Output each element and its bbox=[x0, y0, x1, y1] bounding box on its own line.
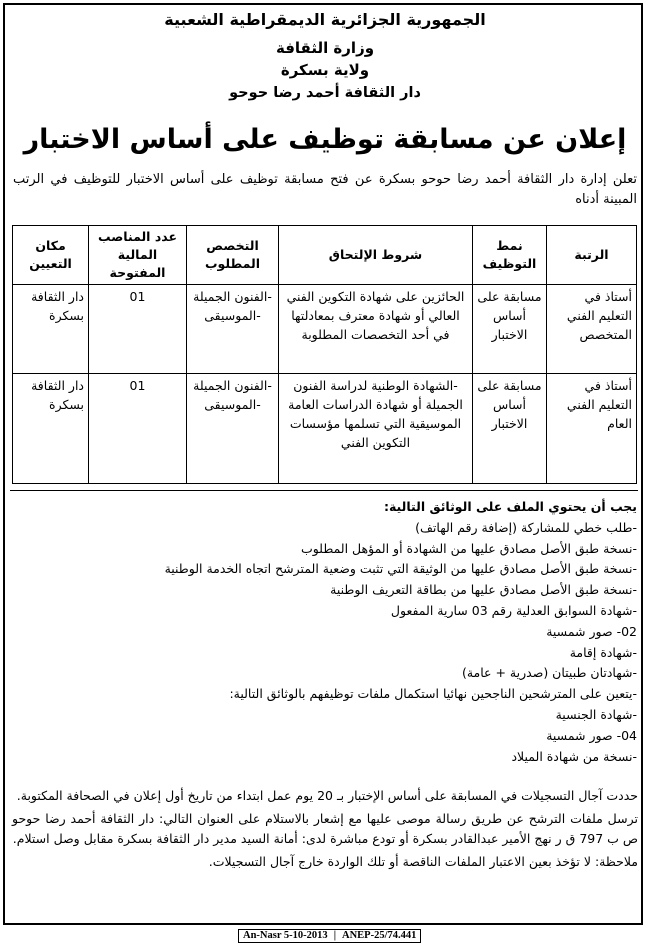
cell-positions: 01 bbox=[89, 285, 187, 374]
cell-method: مسابقة على أساس الاختبار bbox=[473, 285, 547, 374]
cell-specialty bbox=[187, 374, 279, 484]
cell-location: دار الثقافة بسكرة bbox=[13, 285, 89, 374]
col-method: نمط التوظيف bbox=[473, 226, 547, 285]
cell-conditions: -الشهادة الوطنية لدراسة الفنون الجميلة أو شهادة الدراسات العامة الموسيقية التي تسلمها مؤسسات التكوين الفني bbox=[279, 374, 473, 484]
header-republic: الجمهورية الجزائرية الديمقراطية الشعبية bbox=[164, 10, 486, 29]
section-divider bbox=[10, 490, 638, 491]
cell-location: دار الثقافة بسكرة bbox=[13, 374, 89, 484]
specialty-fine-arts: -الفنون الجميلة bbox=[193, 289, 272, 304]
newspaper-reference: An-Nasr 5-10-2013 bbox=[243, 930, 328, 941]
cell-rank: أستاذ في التعليم الفني المتخصص bbox=[547, 285, 637, 374]
intro-paragraph: تعلن إدارة دار الثقافة أحمد رضا حوحو بسكرة عن فتح مسابقة توظيف على أساس الاختبار للتوظيف في الرتب المبينة أدناه bbox=[13, 172, 637, 207]
cell-specialty bbox=[187, 285, 279, 374]
col-rank: الرتبة bbox=[547, 226, 637, 285]
document-item: -شهادتان طبيتان (صدرية + عامة) bbox=[461, 665, 637, 681]
deadline-paragraph: حددت آجال التسجيلات في المسابقة على أساس الإختبار بـ 20 يوم عمل ابتداء من تاريخ أول إعلان في الصحافة المكتوبة. bbox=[16, 788, 638, 803]
document-item: -نسخة طبق الأصل مصادق عليها من بطاقة التعريف الوطنية bbox=[330, 582, 637, 598]
document-item: -نسخة طبق الأصل مصادق عليها من الشهادة أو المؤهل المطلوب bbox=[300, 540, 637, 556]
document-item: -شهادة السوابق العدلية رقم 03 سارية المفعول bbox=[390, 602, 637, 618]
table-header-row bbox=[13, 226, 637, 285]
submission-paragraph: ترسل ملفات الترشح عن طريق رسالة موصى عليها مع إشعار بالاستلام على العنوان التالي: دار الثقافة أحمد رضا حوحو ص ب 797 ق ر نهج الأمير عبدالقادر بسكرة أو تودع مباشرة لدى: أمانة السيد مدير دار الثقافة بسكرة مقابل وصل استلام. bbox=[12, 810, 638, 846]
specialty-music: -الموسيقى bbox=[204, 397, 261, 412]
col-positions: عدد المناصب المالية المفتوحة bbox=[89, 226, 187, 285]
specialty-fine-arts: -الفنون الجميلة bbox=[193, 378, 272, 393]
document-item: -طلب خطي للمشاركة (إضافة رقم الهاتف) bbox=[415, 519, 637, 535]
documents-section bbox=[11, 497, 637, 767]
stamp-divider: | bbox=[333, 930, 336, 941]
cell-positions: 01 bbox=[89, 374, 187, 484]
header-institution: دار الثقافة أحمد رضا حوحو bbox=[229, 85, 421, 101]
document-item: 02- صور شمسية bbox=[546, 623, 637, 639]
document-item: -شهادة إقامة bbox=[569, 644, 637, 660]
final-document-item: 04- صور شمسية bbox=[546, 727, 637, 743]
header-wilaya: ولاية بسكرة bbox=[280, 61, 370, 79]
table-row bbox=[13, 285, 637, 374]
final-documents-lead: -يتعين على المترشحين الناجحين نهائيا استكمال ملفات توظيفهم بالوثائق التالية: bbox=[229, 686, 637, 702]
positions-table bbox=[12, 225, 637, 484]
specialty-music: -الموسيقى bbox=[204, 308, 261, 323]
cell-method: مسابقة على أساس الاختبار bbox=[473, 374, 547, 484]
col-specialty: التخصص المطلوب bbox=[187, 226, 279, 285]
cell-rank: أستاذ في التعليم الفني العام bbox=[547, 374, 637, 484]
publication-stamp bbox=[238, 929, 421, 943]
footer-section bbox=[12, 786, 638, 874]
final-document-item: -شهادة الجنسية bbox=[555, 706, 637, 722]
anep-reference: ANEP-25/74.441 bbox=[342, 930, 417, 941]
final-document-item: -نسخة من شهادة الميلاد bbox=[511, 748, 637, 764]
header-ministry: وزارة الثقافة bbox=[275, 39, 375, 57]
note-paragraph: ملاحظة: لا تؤخذ بعين الاعتبار الملفات الناقصة أو تلك الواردة خارج آجال التسجيلات. bbox=[208, 853, 638, 869]
documents-lead: يجب أن يحتوي الملف على الوثائق التالية: bbox=[383, 499, 637, 514]
col-location: مكان التعيين bbox=[13, 226, 89, 285]
cell-conditions: الحائزين على شهادة التكوين الفني العالي أو شهادة معترف بمعادلتها في أحد التخصصات المطلوبة bbox=[279, 285, 473, 374]
notice-title: إعلان عن مسابقة توظيف على أساس الاختبار bbox=[23, 124, 627, 155]
table-row bbox=[13, 374, 637, 484]
document-item: -نسخة طبق الأصل مصادق عليها من الوثيقة التي تثبت وضعية المترشح اتجاه الخدمة الوطنية bbox=[164, 561, 637, 577]
col-conditions: شروط الإلتحاق bbox=[279, 226, 473, 285]
